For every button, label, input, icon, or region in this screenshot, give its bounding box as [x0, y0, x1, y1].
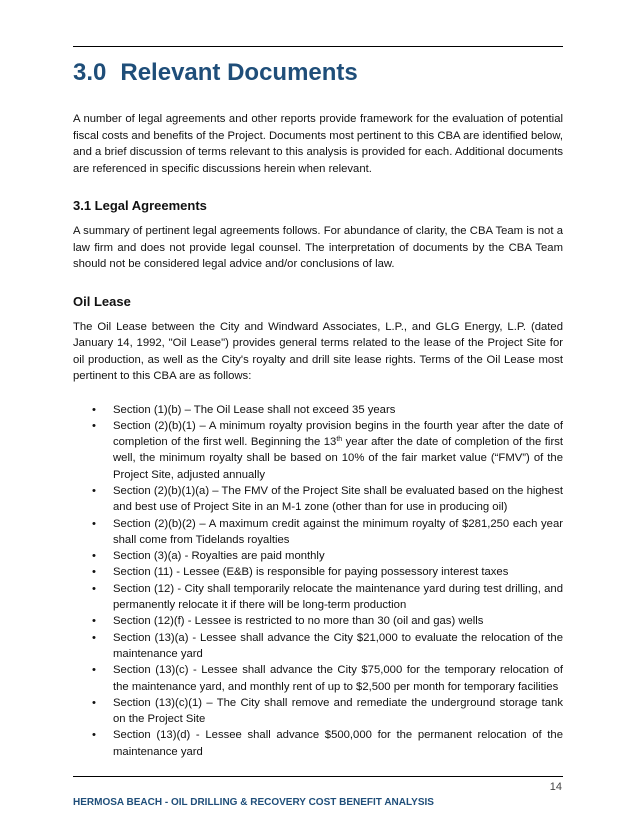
bullet-icon: • — [92, 550, 96, 563]
list-item — [73, 630, 563, 663]
section-number: 3.0 — [73, 59, 107, 86]
list-item-text: Section (2)(b)(1) – A minimum royalty provision begins in the fourth year after the date of completion of the first well. Beginning the 13 — [113, 419, 563, 449]
list-item-text: Section (2)(b)(1)(a) – The FMV of the Project Site shall be evaluated based on the highest and best use of Project Site in an M-1 zone (other than for use in producing oil) — [113, 484, 563, 514]
header-rule — [73, 46, 563, 47]
bullet-icon: • — [92, 664, 96, 677]
list-item-text: Section (13)(c)(1) – The City shall remove and remediate the underground storage tank on the Project Site — [113, 696, 563, 726]
oil-lease-terms-list — [73, 402, 563, 761]
footer-rule — [73, 776, 563, 777]
list-item-text: Section (2)(b)(2) – A maximum credit against the minimum royalty of $281,250 each year shall come from Tidelands royalties — [113, 517, 563, 546]
list-item-text: Section (3)(a) - Royalties are paid monthly — [113, 550, 325, 563]
list-item-text: Section (1)(b) – The Oil Lease shall not exceed 35 years — [113, 403, 396, 416]
list-item — [73, 564, 563, 580]
bullet-icon: • — [92, 615, 96, 628]
bullet-icon: • — [92, 582, 96, 595]
page-content — [73, 58, 563, 760]
list-item-text: Section (13)(d) - Lessee shall advance $500,000 for the permanent relocation of the maintenance yard — [113, 729, 563, 758]
bullet-icon: • — [92, 566, 96, 579]
bullet-icon: • — [92, 419, 96, 432]
page-number: 14 — [549, 781, 562, 793]
bullet-icon: • — [92, 729, 96, 742]
subsection-title: 3.1 Legal Agreements — [73, 198, 207, 213]
superscript: th — [336, 436, 343, 444]
oil-lease-title: Oil Lease — [73, 293, 131, 309]
bullet-icon: • — [92, 403, 96, 416]
list-item-text: Section (13)(a) - Lessee shall advance the City $21,000 to evaluate the relocation of the maintenance yard — [113, 631, 563, 660]
bullet-icon: • — [92, 484, 96, 497]
bullet-icon: • — [92, 517, 96, 530]
legal-agreements-paragraph: A summary of pertinent legal agreements follows. For abundance of clarity, the CBA Team is not a law firm and does not provide legal counsel. The interpretation of documents by the CBA Team should not be considered legal advice and/or conclusions of law. — [73, 225, 563, 270]
list-item — [73, 548, 563, 564]
list-item-text: year after the date of completion of the first well, the minimum royalty shall be based on 10% of the fair market value (“FMV”) of the Project Site, adjusted annually — [113, 436, 563, 481]
section-title: Relevant Documents — [120, 59, 358, 86]
list-item — [73, 516, 563, 549]
list-item — [73, 402, 563, 418]
page-title — [73, 58, 563, 88]
list-item-text: Section (11) - Lessee (E&B) is responsible for paying possessory interest taxes — [113, 566, 509, 579]
bullet-icon: • — [92, 696, 96, 709]
list-item-text: Section (13)(c) - Lessee shall advance the City $75,000 for the temporary relocation of the maintenance yard, and monthly rent of up to $2,500 per month for temporary facilities — [113, 664, 563, 693]
list-item — [73, 581, 563, 614]
intro-paragraph: A number of legal agreements and other reports provide framework for the evaluation of potential fiscal costs and benefits of the Project. Documents most pertinent to this CBA are identified below, and a brief discussion of terms relevant to this analysis is provided for each. Additional documents are referenced in specific discussions herein when relevant. — [73, 113, 563, 175]
oil-lease-paragraph: The Oil Lease between the City and Windward Associates, L.P., and GLG Energy, L.P. (dated January 14, 1992, "Oil Lease") provides general terms related to the lease of the Project Site for oil production, as well as the City's royalty and drill site lease rights. Terms of the Oil Lease most pertinent to this CBA are as follows: — [73, 320, 563, 382]
list-item-text: Section (12)(f) - Lessee is restricted to no more than 30 (oil and gas) wells — [113, 615, 484, 628]
list-item — [73, 613, 563, 629]
list-item — [73, 483, 563, 516]
list-item — [73, 418, 563, 483]
list-item — [73, 695, 563, 728]
list-item-text: Section (12) - City shall temporarily relocate the maintenance yard during test drilling, and permanently relocate it if there will be long-term production — [113, 582, 563, 612]
list-item — [73, 727, 563, 760]
list-item — [73, 662, 563, 695]
bullet-icon: • — [92, 631, 96, 644]
footer-title: HERMOSA BEACH - OIL DRILLING & RECOVERY COST BENEFIT ANALYSIS — [73, 797, 434, 808]
